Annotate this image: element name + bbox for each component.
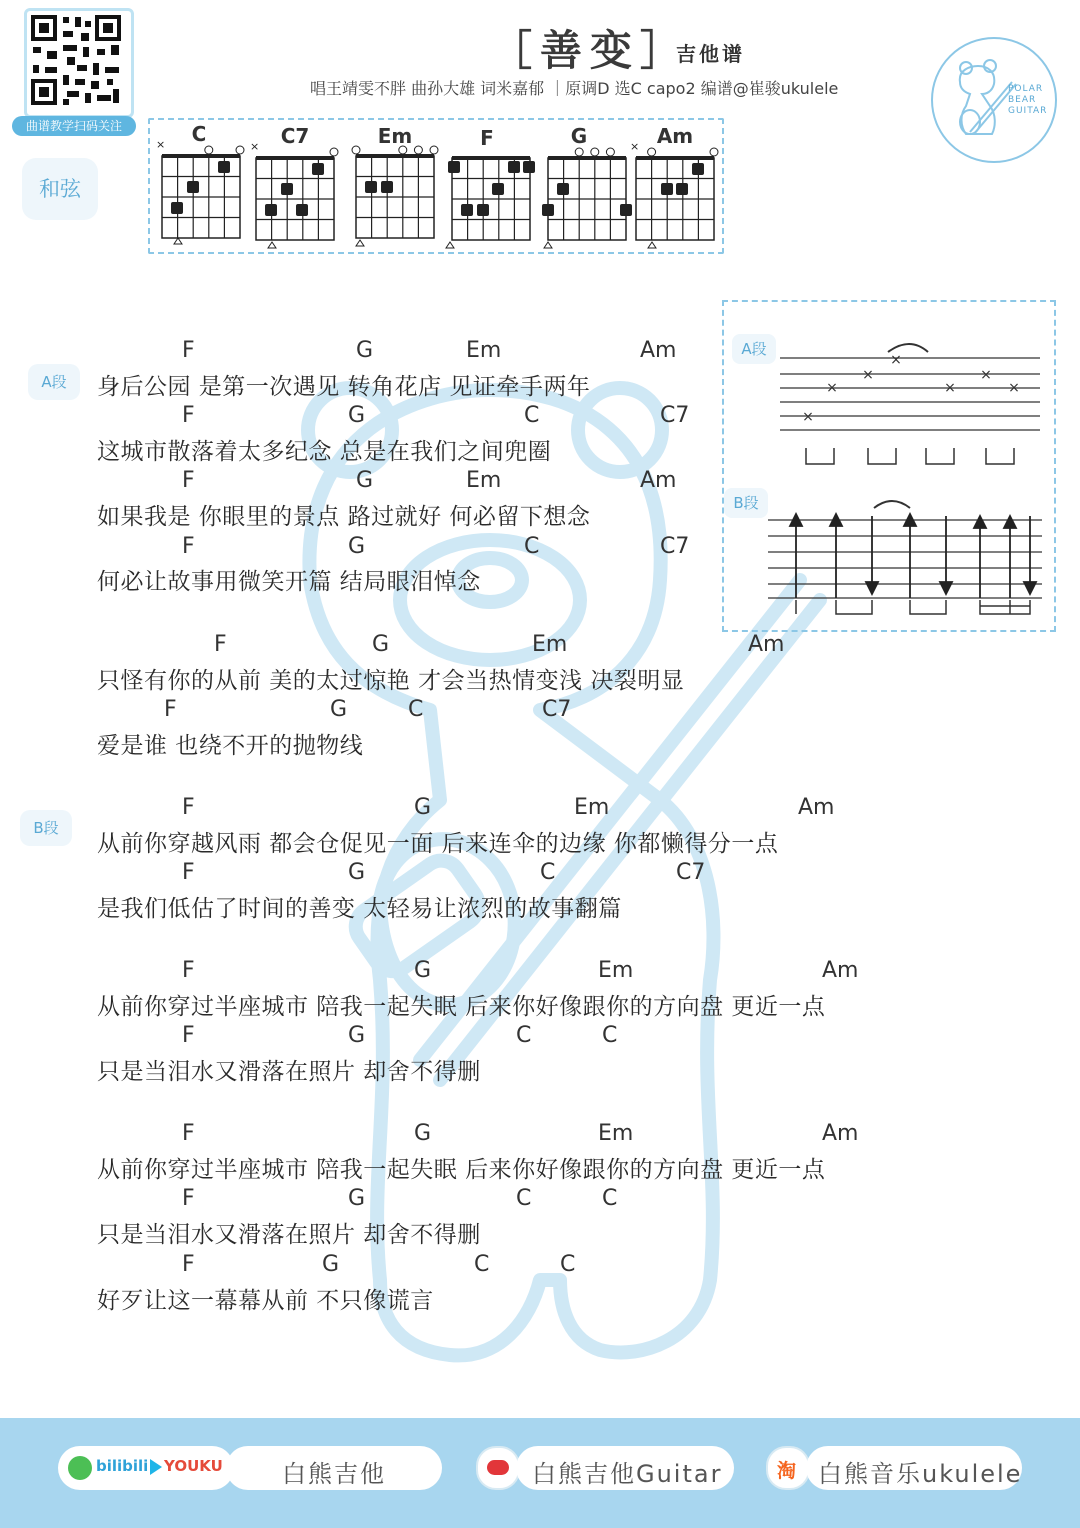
qr-caption: 曲谱教学扫码关注 (12, 116, 136, 136)
chord-label: C (474, 1252, 490, 1277)
taobao-account-name: 白熊音乐ukulele (818, 1460, 1023, 1488)
logo-text-2: BEAR (1008, 95, 1037, 105)
chord-label: G (348, 534, 366, 559)
weibo-eye-icon (487, 1460, 509, 1475)
footer-bar (0, 1418, 1080, 1528)
chord-label: C7 (542, 697, 572, 722)
chord-label: C (560, 1252, 576, 1277)
chord-name-f: F (480, 126, 494, 150)
taobao-account-pill[interactable] (806, 1446, 1022, 1490)
chord-label: F (164, 697, 177, 722)
chords-section-label: 和弦 (22, 158, 98, 220)
chord-label: F (182, 1186, 195, 1211)
chord-label: G (348, 403, 366, 428)
chord-label: G (348, 1186, 366, 1211)
svg-text:×: × (980, 367, 992, 383)
weibo-icon[interactable] (476, 1446, 520, 1490)
svg-text:×: × (826, 380, 838, 396)
lyric-line: 从前你穿过半座城市 陪我一起失眠 后来你好像跟你的方向盘 更近一点 (97, 1157, 826, 1183)
chord-diagrams-panel (148, 118, 724, 254)
chord-label: Em (598, 958, 634, 983)
section-label-b: B段 (20, 810, 72, 846)
chord-label: C (516, 1023, 532, 1048)
qr-code-icon (27, 11, 125, 109)
svg-text:×: × (1008, 380, 1020, 396)
title-suffix: 吉他谱 (676, 42, 745, 66)
strum-label-b: B段 (724, 488, 768, 518)
lyric-line: 从前你穿过半座城市 陪我一起失眠 后来你好像跟你的方向盘 更近一点 (97, 994, 826, 1020)
chord-label: G (356, 468, 374, 493)
svg-text:×: × (802, 409, 814, 425)
song-title: ［善变］ (490, 26, 691, 75)
lyric-line: 何必让故事用微笑开篇 结局眼泪悼念 (97, 569, 481, 595)
strum-pattern-panel (722, 300, 1056, 632)
chord-label: Am (748, 632, 785, 657)
svg-text:×: × (630, 140, 640, 153)
taobao-icon[interactable] (766, 1446, 810, 1490)
lyric-line: 从前你穿越风雨 都会仓促见一面 后来连伞的边缘 你都懒得分一点 (97, 831, 779, 857)
qr-code[interactable] (24, 8, 134, 118)
lyric-line: 只怪有你的从前 美的太过惊艳 才会当热情变浅 决裂明显 (97, 668, 685, 694)
logo-text-1: POLAR (1008, 84, 1044, 94)
chord-name-em: Em (377, 124, 413, 148)
lyric-line: 是我们低估了时间的善变 太轻易让浓烈的故事翻篇 (97, 896, 622, 922)
chord-label: F (182, 468, 195, 493)
chord-label: G (414, 958, 432, 983)
lyric-line: 身后公园 是第一次遇见 转角花店 见证牵手两年 (97, 374, 591, 400)
chord-label: C (602, 1023, 618, 1048)
chord-label: F (182, 1121, 195, 1146)
chord-name-g: G (570, 124, 588, 148)
chord-label: F (182, 795, 195, 820)
svg-text:×: × (862, 367, 874, 383)
chord-label: C (524, 534, 540, 559)
chord-label: Am (798, 795, 835, 820)
chord-label: F (182, 403, 195, 428)
chord-label: C (540, 860, 556, 885)
chord-name-c: C (191, 122, 207, 146)
chord-label: G (372, 632, 390, 657)
chord-label: C (524, 403, 540, 428)
chord-label: Em (466, 338, 502, 363)
chord-label: Am (822, 958, 859, 983)
lyric-line: 只是当泪水又滑落在照片 却舍不得删 (97, 1222, 481, 1248)
chord-label: F (182, 1252, 195, 1277)
svg-text:×: × (944, 380, 956, 396)
svg-text:×: × (890, 352, 902, 368)
chord-name-c7: C7 (280, 124, 310, 148)
chord-label: Em (598, 1121, 634, 1146)
bilibili-brand: bilibili (96, 1457, 149, 1475)
svg-text:×: × (156, 138, 166, 151)
chord-label: G (322, 1252, 340, 1277)
weibo-account-pill[interactable] (516, 1446, 734, 1490)
lyric-line: 只是当泪水又滑落在照片 却舍不得删 (97, 1059, 481, 1085)
chord-label: C7 (676, 860, 706, 885)
taobao-glyph: 淘 (777, 1460, 797, 1482)
logo-text-3: GUITAR (1008, 106, 1048, 116)
video-account-name: 白熊吉他 (282, 1460, 386, 1488)
chord-label: F (214, 632, 227, 657)
video-account-pill[interactable] (226, 1446, 442, 1490)
weibo-account-name: 白熊吉他Guitar (532, 1460, 723, 1488)
chord-label: Am (640, 468, 677, 493)
chord-label: G (348, 860, 366, 885)
chord-label: G (348, 1023, 366, 1048)
video-brands-pill[interactable] (58, 1446, 234, 1490)
strum-label-a: A段 (732, 334, 776, 364)
youku-play-icon (150, 1459, 162, 1475)
chord-label: C (408, 697, 424, 722)
lyric-line: 这城市散落着太多纪念 总是在我们之间兜圈 (97, 439, 552, 465)
chord-label: C (602, 1186, 618, 1211)
chord-label: C7 (660, 403, 690, 428)
lyric-line: 如果我是 你眼里的景点 路过就好 何必留下想念 (97, 504, 591, 530)
chord-label: F (182, 534, 195, 559)
polar-bear-guitar-logo (930, 36, 1058, 164)
song-credits: 唱王靖雯不胖 曲孙大雄 词米嘉郁 ｜原调D 选C capo2 编谱@崔骏ukulele (310, 79, 839, 98)
chord-name-am: Am (656, 124, 694, 148)
chord-label: G (414, 1121, 432, 1146)
chord-grids (150, 120, 722, 252)
strum-tab-diagram (724, 302, 1054, 630)
chord-label: C7 (660, 534, 690, 559)
youku-brand: YOUKU (164, 1457, 223, 1475)
chord-label: F (182, 338, 195, 363)
chord-label: G (356, 338, 374, 363)
chord-label: F (182, 958, 195, 983)
chord-label: F (182, 860, 195, 885)
section-label-a: A段 (28, 364, 80, 400)
chord-label: Em (532, 632, 568, 657)
chord-label: G (330, 697, 348, 722)
polar-bear-logo-icon (930, 36, 1058, 164)
wechat-icon (68, 1456, 92, 1480)
chord-label: Em (466, 468, 502, 493)
chord-label: F (182, 1023, 195, 1048)
lyric-line: 爱是谁 也绕不开的抛物线 (97, 733, 364, 759)
svg-text:×: × (250, 140, 260, 153)
chord-label: C (516, 1186, 532, 1211)
chord-label: Am (822, 1121, 859, 1146)
chord-label: G (414, 795, 432, 820)
lyric-line: 好歹让这一幕幕从前 不只像谎言 (97, 1288, 434, 1314)
chord-label: Am (640, 338, 677, 363)
chord-label: Em (574, 795, 610, 820)
